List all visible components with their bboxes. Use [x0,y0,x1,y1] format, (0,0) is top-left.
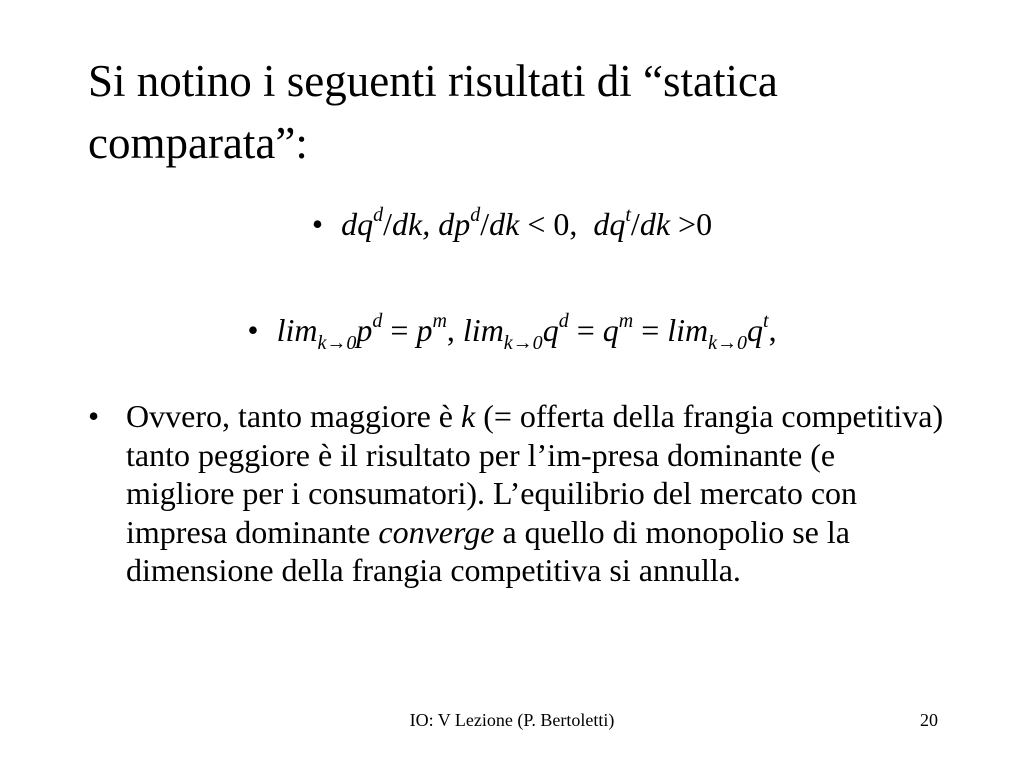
bullet-paragraph [88,397,948,590]
bullet-icon: • [88,398,100,434]
paragraph-text: Ovvero, tanto maggiore è k (= offerta della frangia competitiva) tanto peggiore è il risultato per l’im-presa dominante (e migliore per i consumatori). L’equilibrio del mercato con impresa dominante converge a quello di monopolio se la dimensione della frangia competitiva si annulla. [126,398,944,588]
bullet-icon: • [247,312,259,348]
page-number: 20 [920,710,938,730]
equation-limits: • $\lim_{k\to 0}p^d = p^m$, $\lim_{k\to 0}q^d = q^m = \lim_{k\to 0}q^t$, [247,310,777,354]
footer-text: IO: V Lezione (P. Bertoletti) [409,710,615,730]
slide-title: Si notino i seguenti risultati di “statica comparata”: [88,56,778,168]
equation-derivatives: • $dq^d/dk$, $dp^d/dk < 0$, $dq^t/dk >0$ [311,204,713,242]
bullet-icon: • [311,206,324,242]
